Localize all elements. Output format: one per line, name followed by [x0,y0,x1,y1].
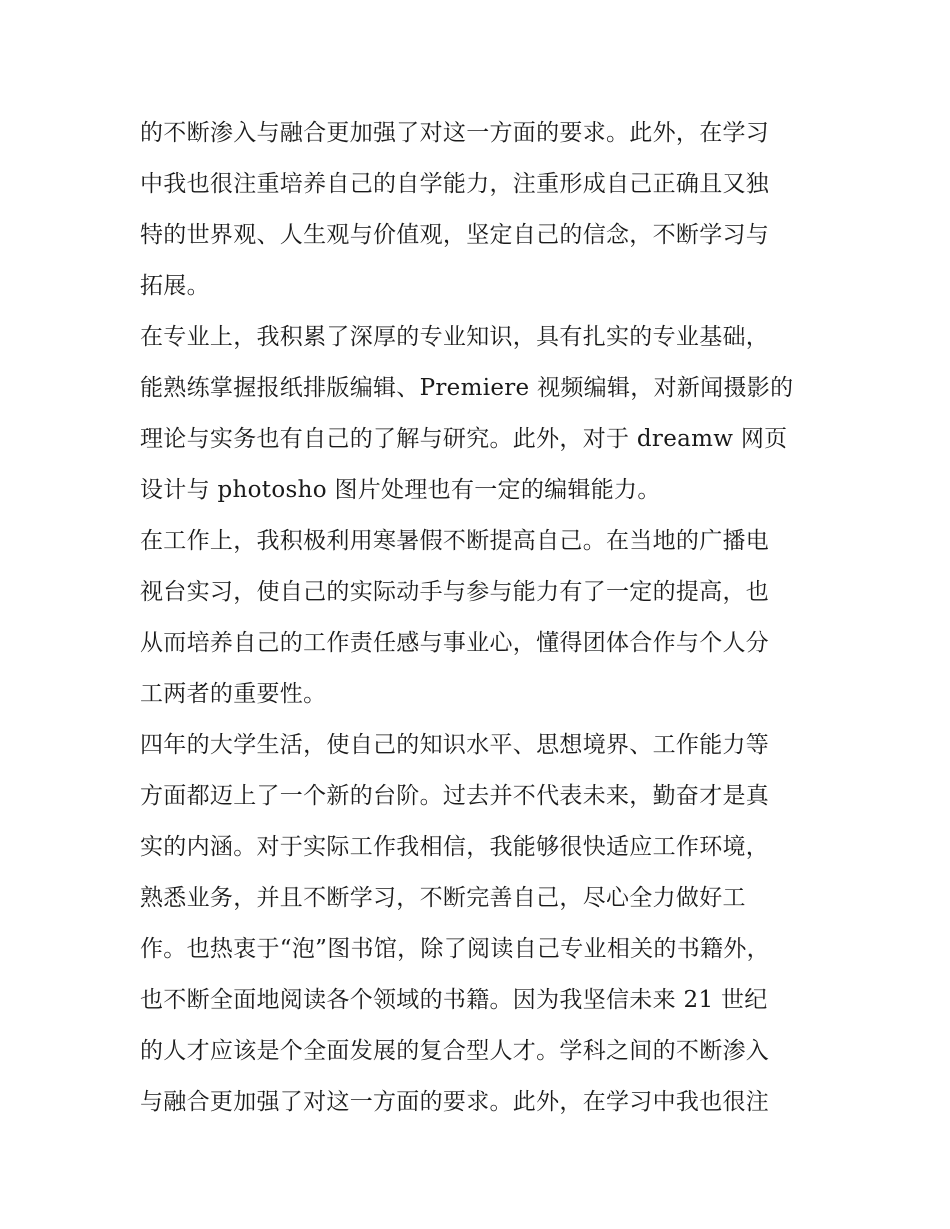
text-line-14: 方面都迈上了一个新的台阶。过去并不代表未来，勤奋才是真 [140,783,770,809]
text-line-8: 设计与 photosho 图片处理也有一定的编辑能力。 [140,477,661,503]
text-line-19: 的人才应该是个全面发展的复合型人才。学科之间的不断渗入 [140,1038,770,1064]
text-line-12: 工两者的重要性。 [140,681,327,707]
document-body [140,108,812,1128]
text-line-18: 也不断全面地阅读各个领域的书籍。因为我坚信未来 21 世纪 [140,987,768,1013]
text-line-16: 熟悉业务，并且不断学习，不断完善自己，尽心全力做好工 [140,885,746,911]
text-line-6: 能熟练掌握报纸排版编辑、Premiere 视频编辑，对新闻摄影的 [140,375,794,401]
text-line-13: 四年的大学生活，使自己的知识水平、思想境界、工作能力等 [140,732,770,758]
text-line-4: 拓展。 [140,273,210,299]
text-line-11: 从而培养自己的工作责任感与事业心，懂得团体合作与个人分 [140,630,770,656]
text-line-15: 实的内涵。对于实际工作我相信，我能够很快适应工作环境， [140,834,770,860]
text-line-1: 的不断渗入与融合更加强了对这一方面的要求。此外，在学习 [140,120,770,146]
text-line-10: 视台实习，使自己的实际动手与参与能力有了一定的提高，也 [140,579,770,605]
text-line-3: 特的世界观、人生观与价值观，坚定自己的信念，不断学习与 [140,222,770,248]
text-line-2: 中我也很注重培养自己的自学能力，注重形成自己正确且又独 [140,171,770,197]
text-line-5: 在专业上，我积累了深厚的专业知识，具有扎实的专业基础， [140,324,770,350]
text-line-7: 理论与实务也有自己的了解与研究。此外，对于 dreamw 网页 [140,426,788,452]
text-line-20: 与融合更加强了对这一方面的要求。此外，在学习中我也很注 [140,1089,770,1115]
text-line-9: 在工作上，我积极利用寒暑假不断提高自己。在当地的广播电 [140,528,770,554]
text-line-17: 作。也热衷于“泡”图书馆，除了阅读自己专业相关的书籍外， [140,936,770,962]
